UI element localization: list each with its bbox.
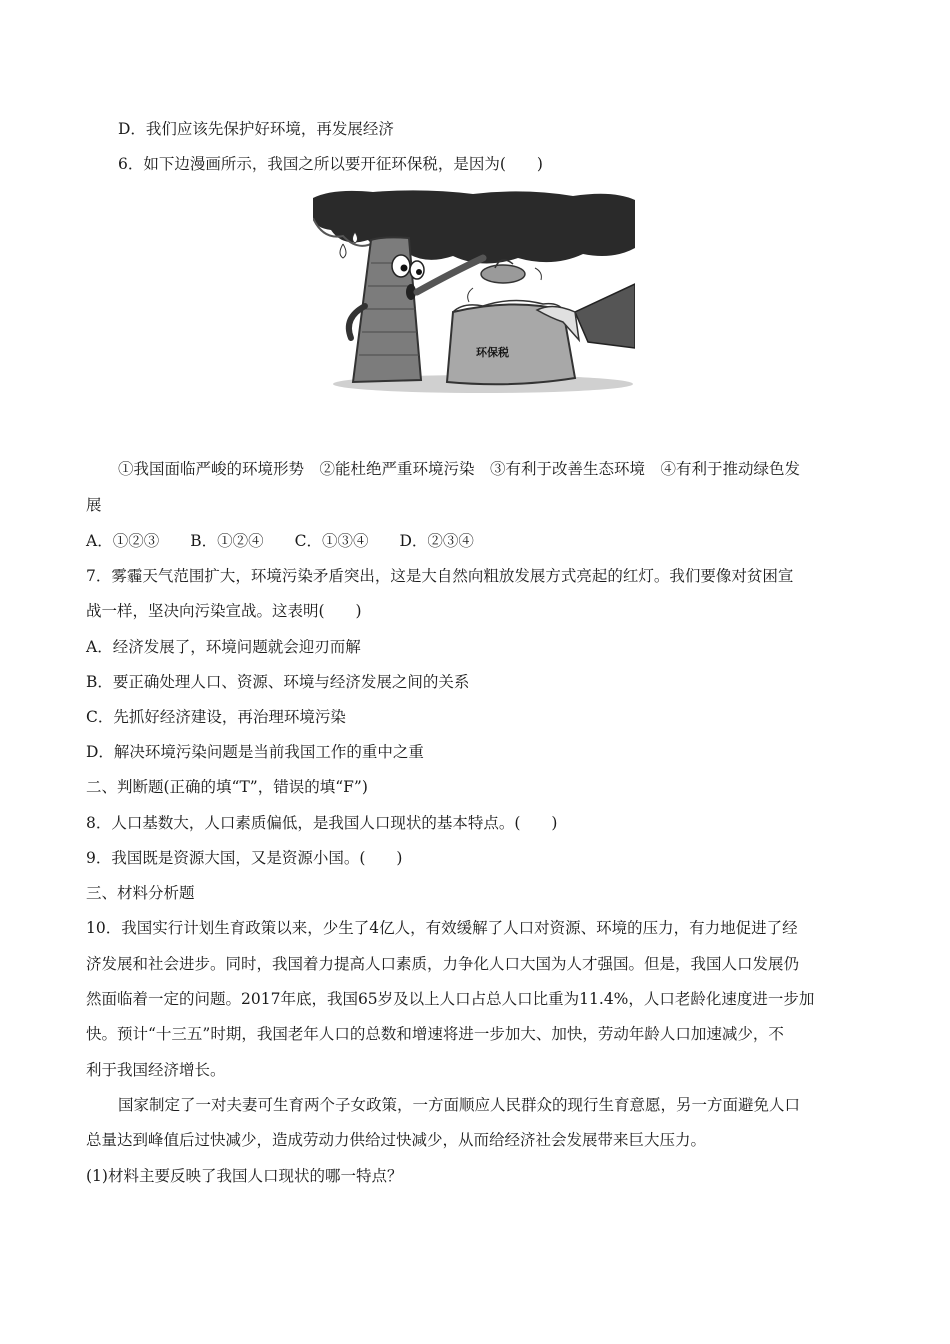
option-b-q7: B．要正确处理人口、资源、环境与经济发展之间的关系 bbox=[86, 673, 470, 691]
option-a-q7: A．经济发展了，环境问题就会迎刃而解 bbox=[86, 638, 361, 656]
question-7-line1: 7．雾霾天气范围扩大，环境污染矛盾突出，这是大自然向粗放发展方式亮起的红灯。我们要像对贫困宣 bbox=[86, 567, 794, 585]
sub-question-1: (1)材料主要反映了我国人口现状的哪一特点？ bbox=[86, 1167, 403, 1185]
cartoon-illustration bbox=[313, 188, 635, 396]
section-2-heading: 二、判断题(正确的填“T”，错误的填“F”) bbox=[86, 778, 368, 796]
question-6: 6．如下边漫画所示，我国之所以要开征环保税，是因为( ) bbox=[118, 155, 543, 173]
options-q6-line1: ①我国面临严峻的环境形势 ②能杜绝严重环境污染 ③有利于改善生态环境 ④有利于推动绿色发 bbox=[118, 460, 801, 478]
question-10-line2: 济发展和社会进步。同时，我国着力提高人口素质，力争化人口大国为人才强国。但是，我国人口发展仍 bbox=[86, 955, 800, 973]
question-7-line2: 战一样，坚决向污染宣战。这表明( ) bbox=[86, 602, 362, 620]
option-c-q7: C．先抓好经济建设，再治理环境污染 bbox=[86, 708, 346, 726]
paragraph-2-line2: 总量达到峰值后过快减少，造成劳动力供给过快减少，从而给经济社会发展带来巨大压力。 bbox=[86, 1131, 707, 1149]
question-10-line4: 快。预计“十三五”时期，我国老年人口的总数和增速将进一步加大、加快，劳动年龄人口加速减少，不 bbox=[86, 1025, 784, 1043]
options-q6-line2: 展 bbox=[86, 496, 102, 514]
paragraph-2-line1: 国家制定了一对夫妻可生育两个子女政策，一方面顺应人民群众的现行生育意愿，另一方面避免人口 bbox=[118, 1096, 801, 1114]
answers-q6: A．①②③ B．①②④ C．①③④ D．②③④ bbox=[86, 532, 474, 550]
option-d-q7: D．解决环境污染问题是当前我国工作的重中之重 bbox=[86, 743, 424, 761]
section-3-heading: 三、材料分析题 bbox=[86, 884, 195, 902]
question-8: 8．人口基数大，人口素质偏低，是我国人口现状的基本特点。( ) bbox=[86, 814, 558, 832]
bag-label: 环保税 bbox=[476, 346, 509, 359]
option-d-q5: D．我们应该先保护好环境，再发展经济 bbox=[118, 120, 394, 138]
question-9: 9．我国既是资源大国，又是资源小国。( ) bbox=[86, 849, 403, 867]
question-10-line5: 利于我国经济增长。 bbox=[86, 1061, 226, 1079]
cartoon-figure bbox=[313, 188, 635, 396]
question-10-line3: 然面临着一定的问题。2017年底，我国65岁及以上人口占总人口比重为11.4%，人口老龄化速度进一步加 bbox=[86, 990, 815, 1008]
question-10-line1: 10．我国实行计划生育政策以来，少生了4亿人，有效缓解了人口对资源、环境的压力，有力地促进了经 bbox=[86, 919, 798, 937]
